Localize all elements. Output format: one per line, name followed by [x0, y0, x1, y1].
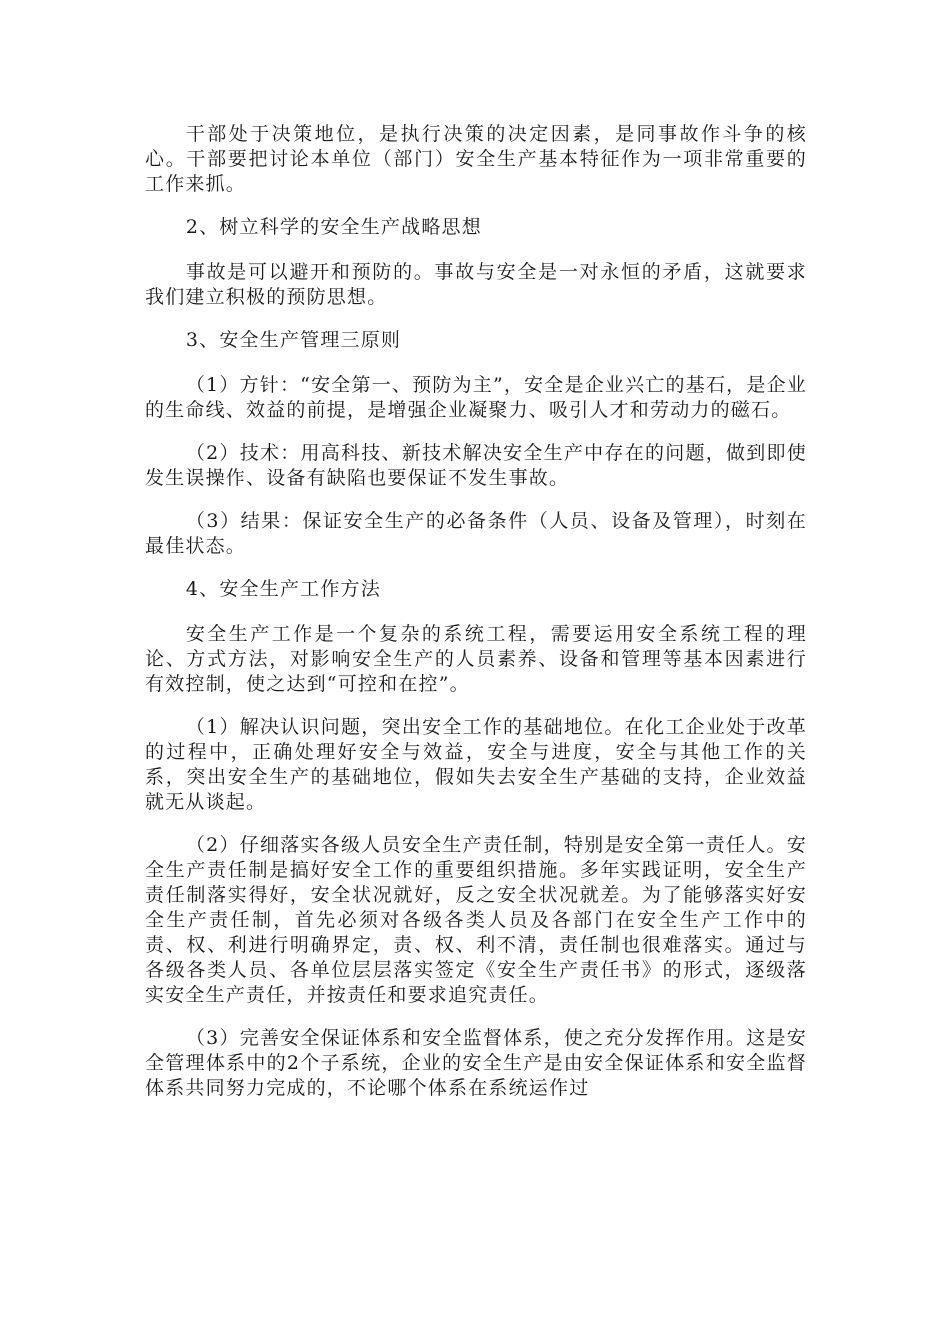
section-heading-3: 3、安全生产管理三原则 — [185, 329, 402, 351]
paragraph-cadre-role: 干部处于决策地位，是执行决策的决定因素，是同事故作斗争的核心。干部要把讨论本单位（部门）安全生产基本特征作为一项非常重要的工作来抓。 — [145, 123, 807, 195]
paragraph-work-method: 安全生产工作是一个复杂的系统工程，需要运用安全系统工程的理论、方式方法，对影响安全生产的人员素养、设备和管理等基本因素进行有效控制，使之达到“可控和在控”。 — [145, 623, 807, 695]
paragraph-method-1: （1）解决认识问题，突出安全工作的基础地位。在化工企业处于改革的过程中，正确处理好安全与效益，安全与进度，安全与其他工作的关系，突出安全生产的基础地位，假如失去安全生产基础的支持，企业效益就无从谈起。 — [145, 716, 807, 813]
paragraph-principle-result: （3）结果：保证安全生产的必备条件（人员、设备及管理），时刻在最佳状态。 — [145, 510, 807, 557]
paragraph-method-2: （2）仔细落实各级人员安全生产责任制，特别是安全第一责任人。安全生产责任制是搞好安全工作的重要组织措施。多年实践证明，安全生产责任制落实得好，安全状况就好，反之安全状况就差。为了能够落实好安全生产责任制，首先必须对各级各类人员及各部门在安全生产工作中的责、权、利进行明确界定，责、权、利不清，责任制也很难落实。通过与各级各类人员、各单位层层落实签定《安全生产责任书》的形式，逐级落实安全生产责任，并按责任和要求追究责任。 — [145, 834, 807, 1006]
paragraph-principle-policy: （1）方针：“安全第一、预防为主”，安全是企业兴亡的基石，是企业的生命线、效益的前提，是增强企业凝聚力、吸引人才和劳动力的磁石。 — [145, 374, 807, 421]
section-heading-4: 4、安全生产工作方法 — [185, 578, 381, 600]
paragraph-principle-technology: （2）技术：用高科技、新技术解决安全生产中存在的问题，做到即使发生误操作、设备有缺陷也要保证不发生事故。 — [145, 442, 807, 489]
paragraph-prevention: 事故是可以避开和预防的。事故与安全是一对永恒的矛盾，这就要求我们建立积极的预防思想。 — [145, 261, 807, 308]
paragraph-method-3: （3）完善安全保证体系和安全监督体系，使之充分发挥作用。这是安全管理体系中的2个子系统，企业的安全生产是由安全保证体系和安全监督体系共同努力完成的，不论哪个体系在系统运作过 — [145, 1027, 807, 1099]
section-heading-2: 2、树立科学的安全生产战略思想 — [185, 216, 482, 238]
document-body — [145, 122, 807, 1119]
